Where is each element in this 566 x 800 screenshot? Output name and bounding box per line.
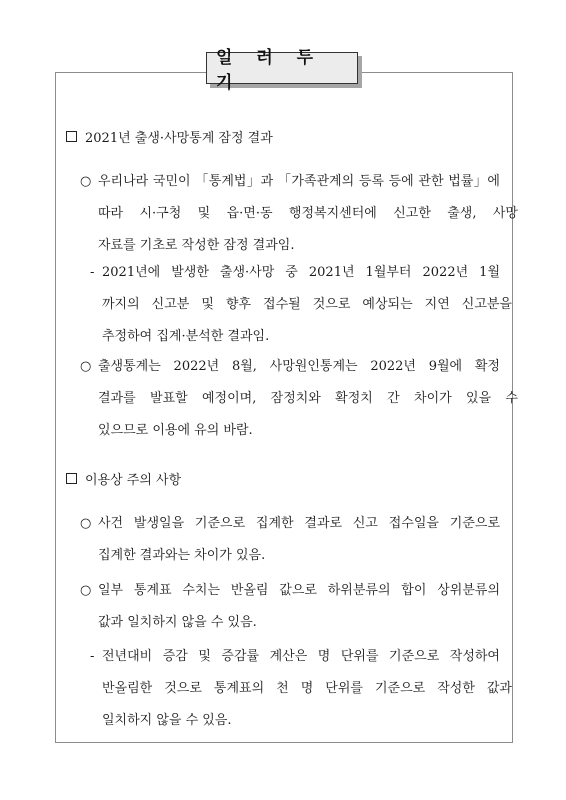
circle-bullet-icon: ○	[80, 583, 92, 598]
list-item: ○ 사건 발생일을 기준으로 집계한 결과로 신고 접수일을 기준으로 집계한 결과와는 차이가 있음.	[80, 508, 518, 572]
section-heading-provisional-results: 2021년 출생·사망통계 잠정 결과	[66, 127, 273, 146]
circle-bullet-icon: ○	[80, 359, 92, 374]
list-item: ○ 일부 통계표 수치는 반올림 값으로 하위분류의 합이 상위분류의 값과 일치하지 않을 수 있음.	[80, 575, 518, 639]
list-item: - 전년대비 증감 및 증감률 계산은 명 단위를 기준으로 작성하여 반올림한 것으로 통계표의 천 명 단위를 기준으로 작성한 값과 일치하지 않을 수 있음.	[90, 641, 512, 737]
circle-bullet-icon: ○	[80, 174, 92, 189]
section-heading-usage-notes: 이용상 주의 사항	[66, 469, 181, 488]
list-item: - 2021년에 발생한 출생·사망 중 2021년 1월부터 2022년 1월 까지의 신고분 및 향후 접수될 것으로 예상되는 지연 신고분을 추정하여 집계·분석한 결과임.	[90, 257, 512, 353]
list-item: ○ 출생통계는 2022년 8월, 사망원인통계는 2022년 9월에 확정 결과를 발표할 예정이며, 잠정치와 확정치 간 차이가 있을 수 있으므로 이용에 유의 바람.	[80, 351, 518, 447]
dash-bullet-icon: -	[90, 265, 95, 280]
circle-bullet-icon: ○	[80, 516, 92, 531]
list-item: ○ 우리나라 국민이 「통계법」과 「가족관계의 등록 등에 관한 법률」에 따라 시·구청 및 읍·면·동 행정복지센터에 신고한 출생, 사망 자료를 기초로 작성한 잠정 결과임.	[80, 166, 518, 262]
dash-bullet-icon: -	[90, 649, 95, 664]
square-bullet-icon	[66, 131, 77, 142]
page-title: 일 러 두 기	[206, 52, 358, 84]
square-bullet-icon	[66, 473, 77, 484]
